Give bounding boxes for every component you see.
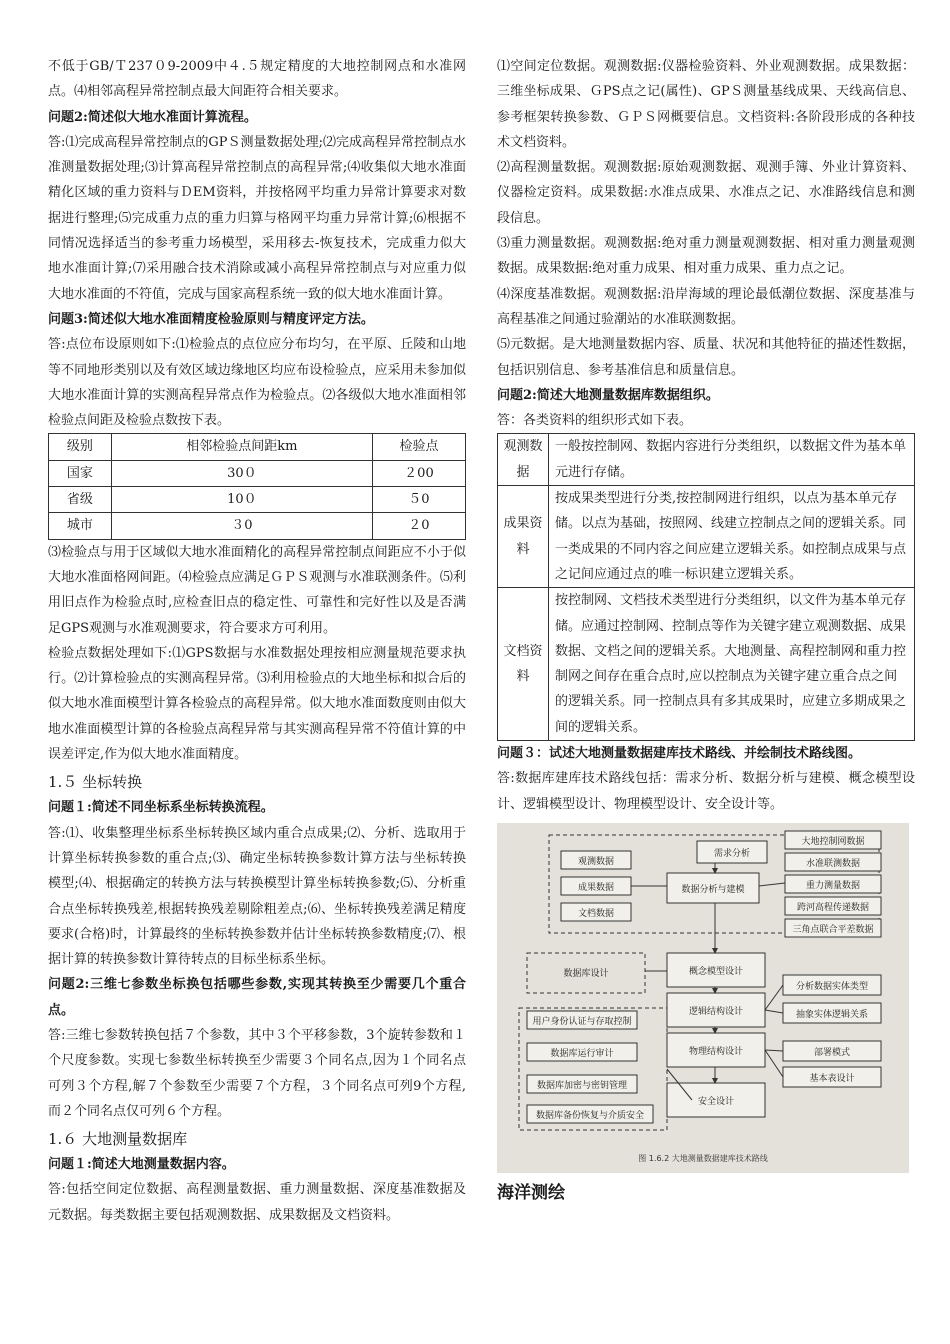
- table-row: [49, 513, 466, 539]
- data-item-4: ⑷深度基准数据。观测数据:沿岸海域的理论最低潮位数据、深度基准与高程基准之间通过验潮站的水准联测数据。: [497, 286, 915, 327]
- right-column: [497, 54, 915, 1206]
- diagram-center-box-label: 需求分析: [713, 848, 751, 859]
- table-cell-key: 观测数据: [498, 434, 549, 486]
- diagram-security-label: 用户身份认证与存取控制: [532, 1016, 632, 1027]
- diagram-center-box-label: 物理结构设计: [688, 1046, 744, 1057]
- section-heading-ocean-surveying: 海洋测绘: [497, 1182, 565, 1203]
- table-cell-value: 按控制网、文档技术类型进行分类组织，以文件为基本单元存储。应通过控制网、控制点等作为关键字建立观测数据、成果数据、文档之间的逻辑关系。大地测量、高程控制网和重力控制网之间存在重合点时,应以控制点为关键字建立重合点之间的逻辑关系。同一控制点具有多其成果时，应建立多期成果之间的逻辑关系。: [549, 588, 915, 741]
- answer-1-6-3-paragraph: 答:数据库建库技术路线包括：需求分析、数据分析与建模、概念模型设计、逻辑模型设计、物理模型设计、安全设计等。: [497, 771, 915, 812]
- table-cell-value: 一般按控制网、数据内容进行分类组织，以数据文件为基本单元进行存储。: [549, 434, 915, 486]
- checkpoint-spacing-table: [48, 433, 466, 539]
- answer-1-5-2-paragraph: 答:三维七参数转换包括７个参数，其中３个平移参数，3个旋转参数和１个尺度参数。实现七参数坐标转换至少需要３个同名点,因为１个同名点可列３个方程,解７个参数至少需要７个方程，３个同名点可列9个方程,而２个同名点仅可列６个方程。: [48, 1027, 466, 1119]
- diagram-left-box-label: 文档数据: [577, 908, 615, 919]
- table-cell-value: 按成果类型进行分类,按控制网进行组织，以点为基本单元存储。以点为基础，按照网、线建立控制点之间的逻辑关系。同一类成果的不同内容之间应建立逻辑关系。如控制点成果与点之记间应通过点的唯一标识建立逻辑关系。: [549, 486, 915, 588]
- diagram-phys-right-label: 基本表设计: [809, 1073, 855, 1084]
- table-row: [49, 487, 466, 513]
- table-cell: 国家: [49, 460, 112, 486]
- data-item-1: ⑴空间定位数据。观测数据:仪器检验资料、外业观测数据。成果数据：三维坐标成果、ＧPS点之记(属性)、GPＳ测量基线成果、天线高信息、参考框架转换参数、ＧＰＳ网概要信息。文档资料:各阶段形成的各种技术文档资料。: [497, 59, 915, 150]
- diagram-center-box-label: 逻辑结构设计: [688, 1006, 744, 1017]
- diagram-left-box-label: 成果数据: [577, 882, 615, 893]
- table-header-cell: 级别: [49, 434, 112, 460]
- diagram-db-design-label: 数据库设计: [563, 968, 609, 979]
- left-column: [48, 54, 466, 1228]
- intro-paragraph: 不低于GB/Ｔ237０9-2009中４.５规定精度的大地控制网点和水准网点。⑷相邻高程异常控制点最大间距符合相关要求。: [48, 59, 466, 100]
- flowchart-svg: [497, 823, 909, 1173]
- table-cell: ２00: [372, 460, 465, 486]
- table-cell: 城市: [49, 513, 112, 539]
- diagram-center-box-label: 概念模型设计: [688, 966, 744, 977]
- table-cell: ２0: [372, 513, 465, 539]
- diagram-center-box-label: 数据分析与建模: [681, 884, 745, 895]
- answer-2-paragraph: 答:⑴完成高程异常控制点的GPＳ测量数据处理;⑵完成高程异常控制点水准测量数据处理;⑶计算高程异常控制点的高程异常;⑷收集似大地水准面精化区域的重力资料与ＤEM资料，并按格网平均重力异常计算要求对数据进行整理;⑸完成重力点的重力归算与格网平均重力异常计算;⑹根据不同情况选择适当的参考重力场模型，采用移去-恢复技术，完成重力似大地水准面计算;⑺采用融合技术消除或减小高程异常控制点与对应重力似大地水准面的不符值，完成与国家高程系统一致的似大地水准面计算。: [48, 134, 466, 302]
- table-row: [498, 588, 915, 741]
- table-cell-key: 文档资料: [498, 588, 549, 741]
- answer-3-paragraph-3: 检验点数据处理如下:⑴GPS数据与水准数据处理按相应测量规范要求执行。⑵计算检验点的实测高程异常。⑶利用检验点的大地坐标和拟合后的似大地水准面模型计算各检验点的高程异常。似大地水准面数度则由似大地水准面模型计算的各检验点高程异常与其实测高程异常不符值计算的中误差评定,作为似大地水准面精度。: [48, 645, 466, 763]
- table-cell: 30０: [111, 460, 372, 486]
- table-cell: 10０: [111, 487, 372, 513]
- diagram-right-box-label: 三角点联合平差数据: [792, 924, 874, 935]
- answer-1-5-1-paragraph: 答:⑴、收集整理坐标系坐标转换区域内重合点成果;⑵、分析、选取用于计算坐标转换参数的重合点;⑶、确定坐标转换参数计算方法与坐标转换模型;⑷、根据确定的转换方法与转换模型计算坐标转换参数;⑸、分析重合点坐标转换残差,根据转换残差剔除粗差点;⑹、坐标转换残差满足精度要求(合格)时，计算最终的坐标转换参数并估计坐标转换参数精度;⑺、根据计算的转换参数计算待转点的目标坐标系坐标。: [48, 825, 466, 968]
- table-row: [498, 486, 915, 588]
- table-cell: ３0: [111, 513, 372, 539]
- answer-3-paragraph-1: 答:点位布设原则如下:⑴检验点的点位应分布均匀，在平原、丘陵和山地等不同地形类别以及有效区域边缘地区均应布设检验点，应采用未参加似大地水准面计算的实测高程异常点作为检验点。⑵各级似大地水准面相邻检验点间距及检验点数按下表。: [48, 337, 466, 429]
- question-2-heading: 问题2:简述似大地水准面计算流程。: [48, 109, 257, 125]
- table-header-cell: 检验点: [372, 434, 465, 460]
- diagram-center-box-label: 安全设计: [697, 1096, 735, 1107]
- table-row: [49, 460, 466, 486]
- diagram-logic-right-label: 抽象实体逻辑关系: [795, 1009, 869, 1020]
- question-1-6-2-heading: 问题2:简述大地测量数据库数据组织。: [497, 387, 719, 403]
- section-1-5-heading: 1.５ 坐标转换: [48, 773, 143, 792]
- diagram-right-box-label: 水准联测数据: [805, 858, 861, 869]
- diagram-security-label: 数据库运行审计: [550, 1048, 614, 1059]
- data-item-5: ⑸元数据。是大地测量数据内容、质量、状况和其他特征的描述性数据，包括识别信息、参考基准信息和质量信息。: [497, 337, 915, 378]
- question-1-5-1-heading: 问题１:简述不同坐标系坐标转换流程。: [48, 800, 274, 816]
- question-1-6-3-heading: 问题３：试述大地测量数据建库技术路线、并绘制技术路线图。: [497, 746, 862, 762]
- diagram-caption: 图 1.6.2 大地测量数据建库技术路线: [638, 1153, 768, 1163]
- diagram-right-box-label: 重力测量数据: [805, 880, 861, 891]
- table-header-cell: 相邻检验点间距km: [111, 434, 372, 460]
- diagram-security-label: 数据库备份恢复与介质安全: [535, 1110, 645, 1121]
- question-1-5-2-heading: 问题2:三维七参数坐标换包括哪些参数,实现其转换至少需要几个重合点。: [48, 977, 466, 1018]
- table-cell: ５0: [372, 487, 465, 513]
- diagram-right-box-label: 大地控制网数据: [801, 836, 865, 847]
- table-cell-key: 成果资料: [498, 486, 549, 588]
- data-item-2: ⑵高程测量数据。观测数据:原始观测数据、观测手簿、外业计算资料、仪器检定资料。成果数据:水准点成果、水准点之记、水准路线信息和测段信息。: [497, 160, 915, 226]
- table-header-row: [49, 434, 466, 460]
- answer-1-6-2-paragraph: 答：各类资料的组织形式如下表。: [497, 413, 693, 429]
- diagram-right-box-label: 跨河高程传递数据: [796, 902, 870, 913]
- diagram-left-box-label: 观测数据: [577, 856, 615, 867]
- question-1-6-1-heading: 问题１:简述大地测量数据内容。: [48, 1157, 235, 1173]
- question-3-heading: 问题3:简述似大地水准面精度检验原则与精度评定方法。: [48, 311, 374, 327]
- answer-3-paragraph-2: ⑶检验点与用于区域似大地水准面精化的高程异常控制点间距应不小于似大地水准面格网间距。⑷检验点应满足ＧＰＳ观测与水准联测条件。⑸利用旧点作为检验点时,应检查旧点的稳定性、可靠性和完好性以及是否满足GPS观测与水准观测要求，符合要求方可利用。: [48, 544, 466, 636]
- table-cell: 省级: [49, 487, 112, 513]
- table-row: [498, 434, 915, 486]
- data-organization-table: [497, 433, 915, 741]
- diagram-security-label: 数据库加密与密钥管理: [536, 1080, 628, 1091]
- section-1-6-heading: 1.６ 大地测量数据库: [48, 1130, 188, 1149]
- diagram-logic-right-label: 分析数据实体类型: [795, 981, 869, 992]
- technical-route-diagram: [497, 823, 909, 1173]
- data-item-3: ⑶重力测量数据。观测数据:绝对重力测量观测数据、相对重力测量观测数据。成果数据:绝对重力成果、相对重力成果、重力点之记。: [497, 236, 915, 277]
- diagram-phys-right-label: 部署模式: [813, 1047, 851, 1058]
- answer-1-6-1-paragraph: 答:包括空间定位数据、高程测量数据、重力测量数据、深度基准数据及元数据。每类数据主要包括观测数据、成果数据及文档资料。: [48, 1182, 466, 1223]
